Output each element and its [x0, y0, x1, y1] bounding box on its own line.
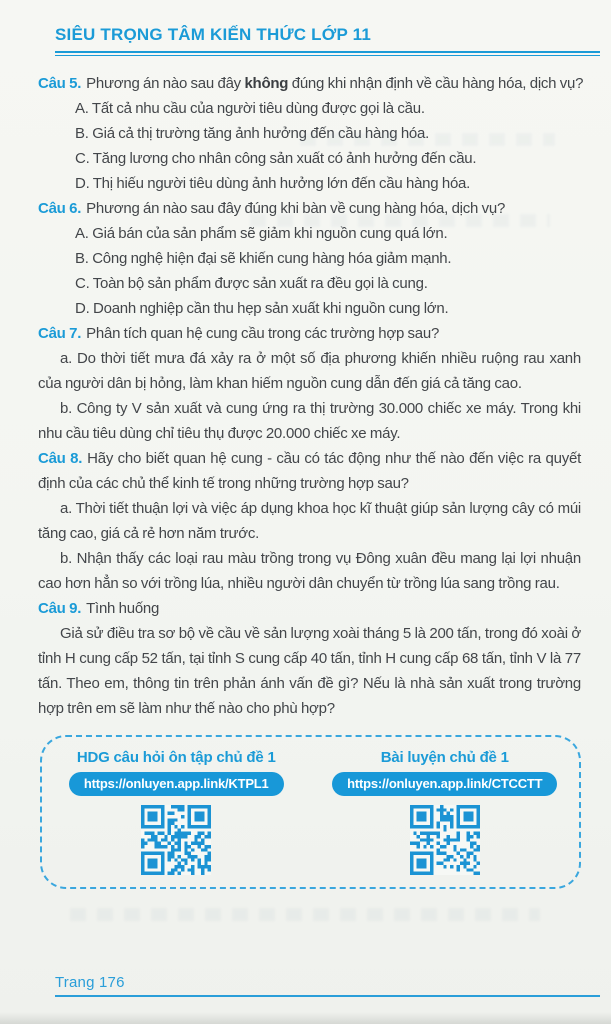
question-5-stem — [38, 71, 584, 96]
question-7-case-a: a. Do thời tiết mưa đá xảy ra ở một số địa phương khiến nhiều ruộng rau xanh của người dân bị hỏng, làm khan hiếm nguồn cung dẫn đến giá cả tăng cao. — [38, 350, 581, 392]
resource-link-hdg[interactable]: https://onluyen.app.link/KTPL1 — [69, 772, 284, 796]
question-5-option-c: C. Tăng lương cho nhân công sản xuất có ảnh hưởng đến cầu. — [75, 150, 477, 167]
questions-section — [0, 56, 611, 889]
page-number: Trang 176 — [55, 974, 125, 991]
question-8-case-a: a. Thời tiết thuận lợi và việc áp dụng khoa học kĩ thuật giúp sản lượng cây có múi tăng cao, giá cả rẻ hơn năm trước. — [38, 500, 581, 542]
question-6-option-a: A. Giá bán của sản phẩm sẽ giảm khi nguồn cung quá lớn. — [75, 225, 448, 242]
question-9-situation: Giả sử điều tra sơ bộ về cầu về sản lượng xoài tháng 5 là 200 tấn, trong đó xoài ở tỉnh H cung cấp 52 tấn, tại tỉnh S cung cấp 40 tấn, tỉnh H cung cấp 68 tấn, tỉnh V là 77 tấn. Theo em, thông tin trên phản ánh vấn đề gì? Nếu là nhà sản xuất trong trường hợp trên em sẽ làm như thế nào cho phù hợp? — [38, 625, 581, 717]
question-6-option-b: B. Công nghệ hiện đại sẽ khiến cung hàng hóa giảm mạnh. — [75, 250, 452, 267]
question-6-stem-text: Phương án nào sau đây đúng khi bàn về cung hàng hóa, dịch vụ? — [86, 200, 506, 217]
question-8-case-b: b. Nhận thấy các loại rau màu trồng trong vụ Đông xuân đều mang lại lợi nhuận cao hơn hẳn so với trồng lúa, nhiều người dân chuyển từ trồng lúa sang trồng rau. — [38, 550, 581, 592]
resource-column-hdg — [42, 737, 311, 887]
question-8-stem-text: Hãy cho biết quan hệ cung - cầu có tác động như thế nào đến việc ra quyết định của các chủ thể kinh tế trong những trường hợp sau? — [38, 450, 581, 492]
question-6-label: Câu 6. — [38, 200, 82, 217]
question-5-stem-pre: Phương án nào sau đây — [86, 75, 245, 92]
qr-code-bailuyen — [410, 805, 480, 875]
question-9-label: Câu 9. — [38, 600, 82, 617]
question-9-stem — [38, 596, 581, 621]
question-5-label: Câu 5. — [38, 75, 82, 92]
footer-rule — [55, 995, 600, 997]
question-5-option-b: B. Giá cả thị trường tăng ảnh hưởng đến cầu hàng hóa. — [75, 125, 430, 142]
question-7-stem-text: Phân tích quan hệ cung cầu trong các trường hợp sau? — [86, 325, 440, 342]
question-7-label: Câu 7. — [38, 325, 82, 342]
resource-title-hdg: HDG câu hỏi ôn tập chủ đề 1 — [76, 749, 276, 766]
question-5-stem-bold: không — [244, 75, 289, 92]
bleed-through-texture — [70, 908, 540, 921]
question-6-option-d: D. Doanh nghiệp cần thu hẹp sản xuất khi nguồn cung lớn. — [75, 300, 449, 317]
question-5-option-d: D. Thị hiếu người tiêu dùng ảnh hưởng lớn đến cầu hàng hóa. — [75, 175, 471, 192]
question-6-option-c: C. Toàn bộ sản phẩm được sản xuất ra đều gọi là cung. — [75, 275, 428, 292]
question-8-label: Câu 8. — [38, 450, 83, 467]
resource-title-bailuyen: Bài luyện chủ đề 1 — [380, 749, 509, 766]
resource-link-bailuyen[interactable]: https://onluyen.app.link/CTCCTT — [332, 772, 557, 796]
resource-links-box — [40, 735, 581, 889]
question-5-option-a: A. Tất cả nhu cầu của người tiêu dùng được gọi là cầu. — [75, 100, 425, 117]
qr-code-hdg — [141, 805, 211, 875]
question-8-stem — [38, 446, 581, 496]
page-header — [0, 0, 611, 56]
resource-column-bailuyen — [311, 737, 580, 887]
question-7-case-b: b. Công ty V sản xuất và cung ứng ra thị trường 30.000 chiếc xe máy. Trong khi nhu cầu tiêu dùng chỉ tiêu thụ được 20.000 chiếc xe máy. — [38, 400, 581, 442]
page-footer — [55, 974, 600, 997]
scan-edge-shadow — [0, 1012, 611, 1024]
question-5-stem-post: đúng khi nhận định về cầu hàng hóa, dịch vụ? — [288, 75, 584, 92]
question-6-stem — [38, 196, 581, 221]
header-rule-thick — [55, 51, 600, 53]
question-9-stem-text: Tình huống — [86, 600, 160, 617]
page-header-title: SIÊU TRỌNG TÂM KIẾN THỨC LỚP 11 — [55, 25, 371, 44]
question-7-stem — [38, 321, 581, 346]
